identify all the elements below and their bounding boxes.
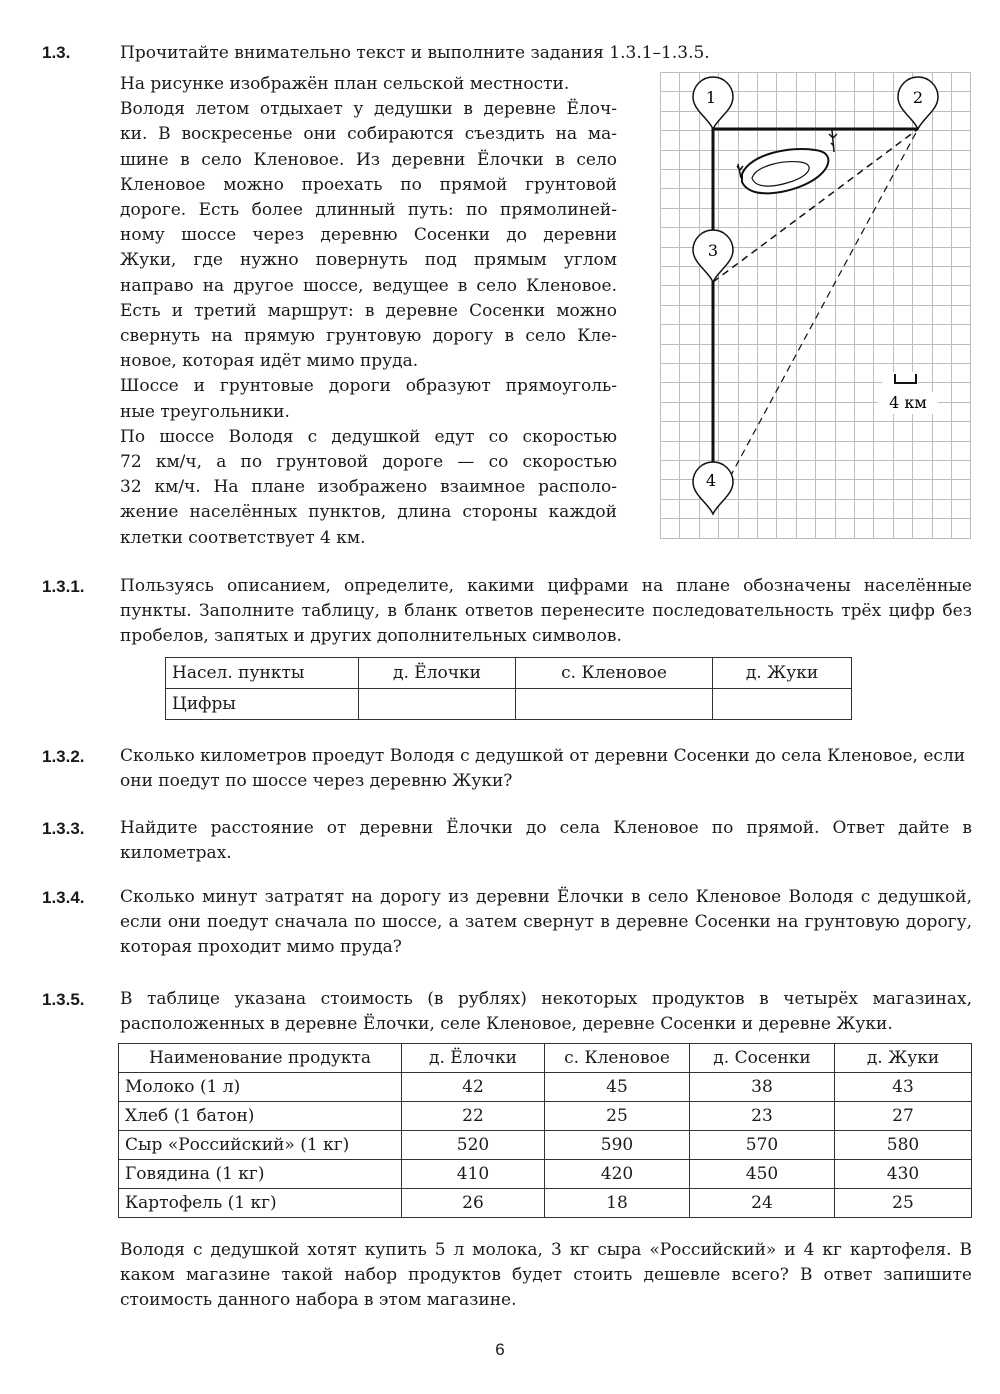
product-name: Говядина (1 кг) [119, 1160, 402, 1189]
question-number: 1.3.3. [42, 819, 85, 838]
table-row [166, 658, 852, 689]
table-row [119, 1131, 972, 1160]
table-row [119, 1073, 972, 1102]
table-header: д. Ёлочки [402, 1044, 545, 1073]
intro-line: дороге. Есть более длинный путь: по прямолиней- [120, 200, 617, 221]
table-cell: с. Кленовое [516, 658, 713, 689]
product-name: Молоко (1 л) [119, 1073, 402, 1102]
task-title: Прочитайте внимательно текст и выполните задания 1.3.1–1.3.5. [120, 43, 710, 63]
price-cell: 580 [835, 1131, 972, 1160]
intro-line: жение населённых пунктов, длина стороны каждой [120, 502, 617, 523]
scale-label: 4 км [889, 393, 927, 412]
question-text: В таблице указана стоимость (в рублях) некоторых продуктов в четырёх магазинах, расположенных в деревне Ёлочки, селе Кленовое, деревне Сосенки и деревне Жуки. [120, 989, 972, 1034]
table-header: д. Сосенки [690, 1044, 835, 1073]
table-header: Наименование продукта [119, 1044, 402, 1073]
question-text: Сколько минут затратят на дорогу из деревни Ёлочки в село Кленовое Володя с дедушкой, если они поедут сначала по шоссе, а затем свернут в деревне Сосенки на грунтовую дорогу, которая проходит мимо пруда? [120, 887, 972, 957]
table-row [166, 689, 852, 720]
intro-line: Кленовое можно проехать по прямой грунтовой [120, 174, 617, 195]
answer-cell[interactable] [516, 689, 713, 720]
prices-table [118, 1043, 972, 1218]
intro-line: новое, которая идёт мимо пруда. [120, 351, 419, 372]
pond [737, 130, 837, 193]
price-cell: 590 [545, 1131, 690, 1160]
places-answer-table [165, 657, 852, 720]
intro-text [120, 72, 617, 551]
price-cell: 450 [690, 1160, 835, 1189]
task-number: 1.3. [42, 43, 71, 62]
price-cell: 38 [690, 1073, 835, 1102]
table-header-row [119, 1044, 972, 1073]
intro-line: Есть и третий маршрут: в деревне Сосенки можно [120, 300, 617, 321]
intro-line: ному шоссе через деревню Сосенки до деревни [120, 225, 617, 246]
question-number: 1.3.4. [42, 888, 85, 907]
price-cell: 25 [545, 1102, 690, 1131]
map-scale [878, 372, 938, 414]
table-row [119, 1160, 972, 1189]
intro-line: ки. В воскресенье они собираются съездить на ма- [120, 124, 617, 145]
intro-line: На рисунке изображён план сельской местности. [120, 74, 570, 94]
price-cell: 430 [835, 1160, 972, 1189]
price-cell: 520 [402, 1131, 545, 1160]
table-cell: Цифры [166, 689, 359, 720]
intro-line: направо на другое шоссе, ведущее в село Кленовое. [120, 275, 617, 296]
table-cell: д. Ёлочки [359, 658, 516, 689]
price-cell: 42 [402, 1073, 545, 1102]
price-cell: 24 [690, 1189, 835, 1218]
price-cell: 25 [835, 1189, 972, 1218]
question-text: Сколько километров проедут Володя с дедушкой от деревни Сосенки до села Кленовое, если они поедут по шоссе через деревню Жуки? [120, 746, 966, 791]
intro-line: ные треугольники. [120, 401, 290, 422]
marker-label: 3 [707, 241, 719, 260]
marker-label: 1 [705, 88, 717, 107]
intro-line: шине в село Кленовое. Из деревни Ёлочки в село [120, 149, 617, 170]
table-row [119, 1189, 972, 1218]
price-cell: 45 [545, 1073, 690, 1102]
intro-line: По шоссе Володя с дедушкой едут со скоростью [120, 426, 617, 447]
price-cell: 18 [545, 1189, 690, 1218]
table-header: д. Жуки [835, 1044, 972, 1073]
page-number: 6 [495, 1340, 505, 1359]
price-cell: 43 [835, 1073, 972, 1102]
marker-label: 2 [912, 88, 924, 107]
product-name: Хлеб (1 батон) [119, 1102, 402, 1131]
product-name: Картофель (1 кг) [119, 1189, 402, 1218]
intro-line: 72 км/ч, а по грунтовой дороге — со скоростью [120, 452, 617, 473]
village-map [660, 72, 972, 542]
intro-line: Володя летом отдыхает у дедушки в деревне Ёлоч- [120, 99, 617, 120]
intro-line: Жуки, где нужно повернуть под прямым углом [120, 250, 617, 271]
question-number: 1.3.2. [42, 747, 85, 766]
price-cell: 410 [402, 1160, 545, 1189]
question-number: 1.3.5. [42, 990, 85, 1009]
price-cell: 26 [402, 1189, 545, 1218]
price-cell: 570 [690, 1131, 835, 1160]
table-cell: д. Жуки [713, 658, 852, 689]
price-cell: 27 [835, 1102, 972, 1131]
intro-line: 32 км/ч. На плане изображено взаимное располо- [120, 477, 617, 498]
price-cell: 22 [402, 1102, 545, 1131]
table-row [119, 1102, 972, 1131]
product-name: Сыр «Российский» (1 кг) [119, 1131, 402, 1160]
answer-cell[interactable] [713, 689, 852, 720]
answer-cell[interactable] [359, 689, 516, 720]
table-header: с. Кленовое [545, 1044, 690, 1073]
question-text: Найдите расстояние от деревни Ёлочки до села Кленовое по прямой. Ответ дайте в километрах. [120, 818, 972, 863]
table-cell: Насел. пункты [166, 658, 359, 689]
price-cell: 23 [690, 1102, 835, 1131]
question-number: 1.3.1. [42, 577, 85, 596]
price-cell: 420 [545, 1160, 690, 1189]
question-footer-text: Володя с дедушкой хотят купить 5 л молока, 3 кг сыра «Российский» и 4 кг картофеля. В каком магазине такой набор продуктов будет стоить дешевле всего? В ответ запишите стоимость данного набора в этом магазине. [120, 1240, 972, 1310]
intro-line: свернуть на прямую грунтовую дорогу в село Кле- [120, 326, 617, 347]
intro-line: клетки соответствует 4 км. [120, 527, 366, 548]
marker-label: 4 [705, 471, 717, 490]
question-text: Пользуясь описанием, определите, какими цифрами на плане обозначены населённые пункты. Заполните таблицу, в бланк ответов перенесите последовательность трёх цифр без пробелов, запятых и других дополнительных символов. [120, 576, 972, 646]
intro-line: Шоссе и грунтовые дороги образуют прямоуголь- [120, 376, 617, 397]
